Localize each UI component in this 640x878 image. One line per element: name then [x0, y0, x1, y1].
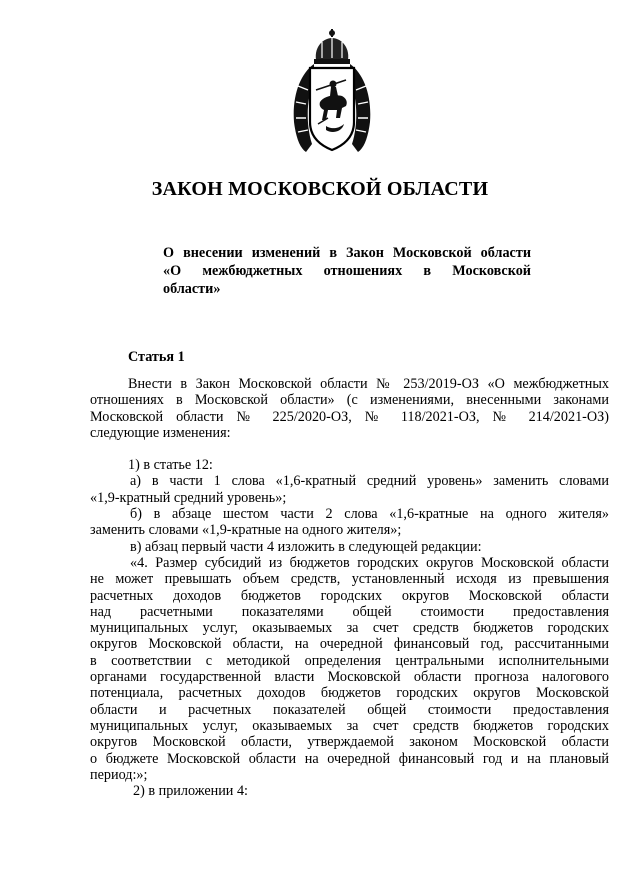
- quote-line: области и расчетных показателей общей стоимости предоставления: [90, 701, 609, 718]
- coat-of-arms-icon: [286, 26, 378, 156]
- quote-line: «4. Размер субсидий из бюджетов городских округов Московской области: [130, 554, 609, 571]
- subtitle-line: О внесении изменений в Закон Московской области: [163, 245, 531, 261]
- quote-line: округов Московской области, на очередной финансовый год, рассчитанными: [90, 636, 609, 653]
- quote-line: округов Московской области, утверждаемой законом Московской области: [90, 734, 609, 751]
- document-title: ЗАКОН МОСКОВСКОЙ ОБЛАСТИ: [151, 178, 489, 200]
- body-line: Московской области № 225/2020-ОЗ, № 118/2021-ОЗ, № 214/2021-ОЗ): [90, 408, 609, 425]
- quote-line: потенциала, расчетных доходов бюджетов городских округов Московской: [90, 685, 609, 702]
- body-line: «1,9-кратный средний уровень»;: [90, 489, 287, 506]
- quote-line: период:»;: [90, 766, 148, 783]
- quote-line: в соответствии с методикой определения центральными исполнительными: [90, 652, 609, 669]
- list-item: 1) в статье 12:: [128, 457, 213, 474]
- list-item: 2) в приложении 4:: [133, 783, 248, 800]
- subtitle-line: «О межбюджетных отношениях в Московской: [163, 263, 531, 279]
- body-line: следующие изменения:: [90, 424, 231, 441]
- body-line: отношениях в Московской области» (с изменениями, внесенными законами: [90, 392, 609, 409]
- article-heading: Статья 1: [128, 349, 185, 365]
- quote-line: о бюджете Московской области на очередной финансовый год и на плановый: [90, 750, 609, 767]
- body-line: заменить словами «1,9-кратные на одного жителя»;: [90, 522, 402, 539]
- law-body: [90, 376, 609, 799]
- quote-line: не может превышать объем средств, установленный исходя из превышения: [90, 571, 609, 588]
- quote-line: над расчетными показателями общей стоимости предоставления: [90, 603, 609, 620]
- list-item: в) абзац первый части 4 изложить в следующей редакции:: [130, 538, 482, 555]
- quote-line: органами государственной власти Московской области прогноза налогового: [90, 669, 609, 686]
- quote-line: муниципальных услуг, оказываемых за счет средств бюджетов городских: [90, 717, 609, 734]
- quote-line: муниципальных услуг, оказываемых за счет средств бюджетов городских: [90, 620, 609, 637]
- subtitle-line: области»: [163, 281, 221, 297]
- quote-line: расчетных доходов бюджетов городских округов Московской области: [90, 587, 609, 604]
- list-item: б) в абзаце шестом части 2 слова «1,6-кратные на одного жителя»: [130, 506, 609, 523]
- law-subtitle: [163, 244, 531, 298]
- body-line: Внести в Закон Московской области № 253/2019-ОЗ «О межбюджетных: [128, 376, 609, 392]
- list-item: а) в части 1 слова «1,6-кратный средний уровень» заменить словами: [130, 473, 609, 490]
